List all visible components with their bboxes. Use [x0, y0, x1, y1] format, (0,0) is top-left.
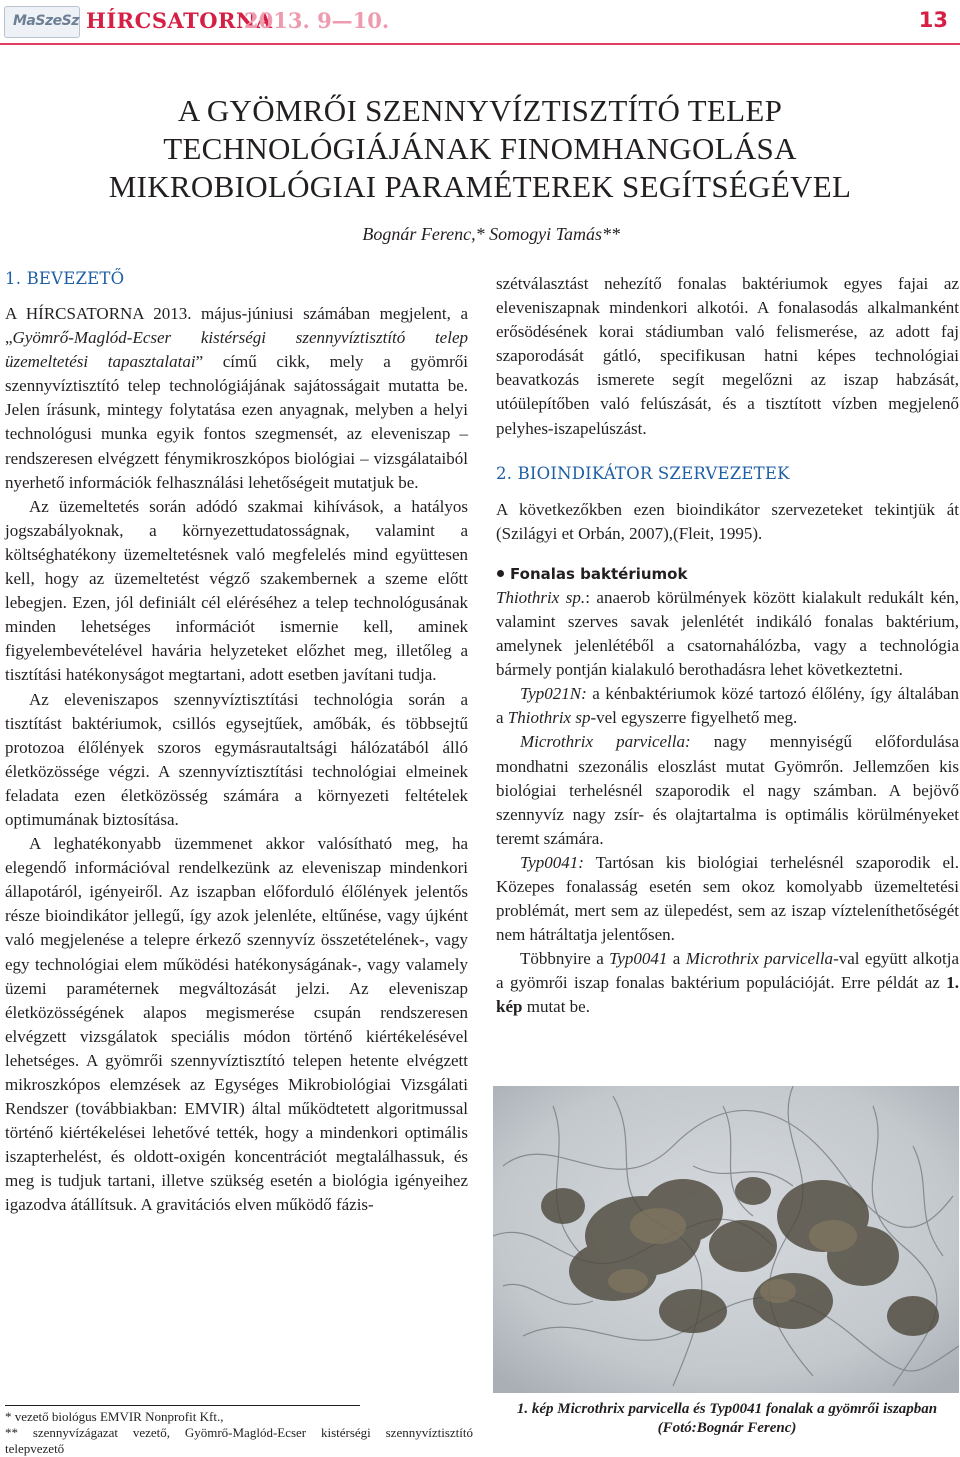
magazine-name: HÍRCSATORNA — [86, 8, 273, 33]
cited-article-title: Gyömrő-Maglód-Ecser kistérségi szennyvíztisztító telep üzemeltetési tapasztalatai — [5, 328, 468, 372]
title-line: TECHNOLÓGIÁJÁNAK FINOMHANGOLÁSA — [163, 131, 797, 166]
paragraph-typ021n: Typ021N: a kénbaktériumok közé tartozó élőlény, így általában a Thiothrix sp-vel egyszerre figyelhető meg. — [496, 684, 959, 728]
section-heading-bioindicators: 2. BIOINDIKÁTOR SZERVEZETEK — [496, 463, 790, 483]
paragraph: Az üzemeltetés során adódó szakmai kihívások, a hatályos jogszabályoknak, a környezettudatosságnak, valamint a költséghatékony üzemeltetésnek való megfelelés mind együttesen kell, hogy az üzemeltetést végző szakembernek a szeme előtt lebegjen. Ezen, jól definiált cél eléréséhez a telep technológusának minden lehetséges információt ismernie kell, aminek figyelembevételével haváriа helyzeteket előzhet meg, illetőleg a tisztítási hatékonyságot megtartani, adott esetben javítani tudja. — [5, 496, 468, 685]
paragraph-population: Többnyire a Typ0041 a Microthrix parvicella-val együtt alkotja a gyömrői iszap fonalas baktérium populációját. Erre példát az 1. kép mutat be. — [496, 949, 960, 1017]
left-column — [5, 267, 468, 1218]
footnote: * vezető biológus EMVIR Nonprofit Kft., — [5, 1409, 224, 1424]
footnote: ** szennyvízágazat vezető, Gyömrő-Maglód-Ecser kistérségi szennyvíztisztító telepvezető — [5, 1425, 473, 1456]
maszesz-logo — [4, 6, 80, 38]
paragraph-typ0041: Typ0041: Tartósan kis biológiai terhelésnél szaporodik el. Közepes fonalasság esetén sem okoz komolyabb üzemeltetési problémát, mert sem az ülepedést, sem az iszap vízteleníthetőségét nem hátráltatja jelentősen. — [496, 852, 959, 945]
paragraph: A leghatékonyabb üzemmenet akkor valósítható meg, ha elegendő információval rendelkezünk az eleveniszap mindenkori állapotáról, igényeiről. Az iszapban előforduló élőlények jelentős része bioindikátor jellegű, így azok jelenléte, eltűnése, vagy újként való megjelenése a telepre érkező szennyvíz összetételének-, vagy egy technológiai elem működési hatékonyságának-, vagy valamely üzemi paraméternek megváltozását jelzi. Az eleveniszap életközösségének alapos megismerése csupán rendszeresen elvégzett vizsgálatok speciális módon történő kiértékelésével lehetséges. A gyömrői szennyvíztisztító telepen hetente elvégzett mikroszkópos elemzések az Egységes Mikrobiológiai Vizsgálati Rendszer (továbbiakban: EMVIR) által működtetett algoritmussal történő kiértékelései lehetővé tették, hogy a mindenkori optimális iszapterhelést, és oldott-oxigén koncentrációt megtalálhassuk, és meg is tudjuk tartani, illetve szükség esetén a biológia igényeihez igazodva átállítsuk. A gravitációs elven működő fázis- — [5, 834, 468, 1215]
paragraph-intro: A HÍRCSATORNA 2013. május-júniusi számában megjelent, a „Gyömrő-Maglód-Ecser kistérségi szennyvíztisztító telep üzemeltetési tapasztalatai” című cikk, mely a gyömrői szennyvíztisztító telep technológiájának sajátosságait mutatta be. Jelen írásunk, mintegy folytatása ezen anyagnak, melyben a helyi technológusi munka egyik fontos szegmensét, az eleveniszap – rendszeresen elvégzett fénymikroszkópos biológiai – vizsgálataiból nyerhető információk felhasználási lehetőségeit mutatjuk be. — [5, 304, 468, 492]
page-header — [0, 0, 960, 46]
title-line: A GYÖMRŐI SZENNYVÍZTISZTÍTÓ TELEP — [177, 93, 783, 128]
title-line: MIKROBIOLÓGIAI PARAMÉTEREK SEGÍTSÉGÉVEL — [108, 169, 852, 204]
article-title — [40, 92, 920, 206]
article-authors: Bognár Ferenc,* Somogyi Tamás** — [362, 224, 620, 244]
micrograph-illustration — [493, 1086, 959, 1393]
footnote-rule — [5, 1405, 360, 1406]
paragraph-continued: szétválasztást nehezítő fonalas baktériumok egyes fajai az eleveniszapnak mindenkori alkotói. A fonalasodás alkalmanként erősödésének korai stádiumban való felismerése, az adott faj szaporodását gátló, specifikusan hatni képes technológiai beavatkozás ismerete segít megelőzni az iszap habzását, utóülepítőben való felúszását, és a tisztított vízben megjelenő pelyhes-iszapelúszást. — [496, 274, 959, 438]
figure-caption: 1. kép Microthrix parvicella és Typ0041 fonalak a gyömrői iszapban (Fotó:Bognár Ferenc) — [516, 1401, 938, 1436]
magazine-issue: 2013. 9—10. — [244, 8, 390, 33]
header-rule — [0, 43, 960, 45]
paragraph: Az eleveniszapos szennyvíztisztítási technológia során a tisztítást baktériumok, csillós egysejtűek, amőbák, és többsejtű protozoa élőlények szoros egymásrautaltsági hálózatából álló életközössége végzi. A szennyvíztisztítási technológiai elmeinek feladata ezen életközösség számára a környezeti feltételek optimumának biztosítása. — [5, 689, 468, 829]
section-heading-intro: 1. BEVEZETŐ — [5, 269, 125, 288]
logo-text: MaSzeSz — [13, 13, 79, 29]
spacer — [496, 546, 959, 562]
page-number: 13 — [918, 8, 948, 32]
bullet-icon — [497, 570, 504, 577]
micrograph-image — [493, 1086, 959, 1393]
paragraph-thiothrix: Thiothrix sp.: anaerob körülmények között kialakult redukált kén, valamint szerves savak jelenlétét indikáló fonalas baktérium, amelynek jelenlétéből a csatornahálózba, vagy a technológia bármely pontján kialakuló berothadásra lehet következtetni. — [496, 587, 960, 680]
bullet-item: Fonalas baktériumok — [496, 562, 959, 586]
figure-reference: 1. kép — [496, 973, 959, 1017]
paragraph-microthrix: Microthrix parvicella: nagy mennyiségű előfordulása mondhatni szezonális eloszlást mutat Gyömrőn. Jellemzően kis biológiai terhelésnél szaporodik el nagy számban. A bejövő szennyvíz nagy zsír- és olajtartalma is optimális körülményeket teremt számára. — [496, 732, 960, 848]
right-column — [496, 272, 959, 1020]
footnotes — [5, 1409, 473, 1457]
paragraph-bioindicator-intro: A következőkben ezen bioindikátor szervezeteket tekintjük át (Szilágyi et Orbán, 2007),(Fleit, 1995). — [496, 499, 959, 543]
